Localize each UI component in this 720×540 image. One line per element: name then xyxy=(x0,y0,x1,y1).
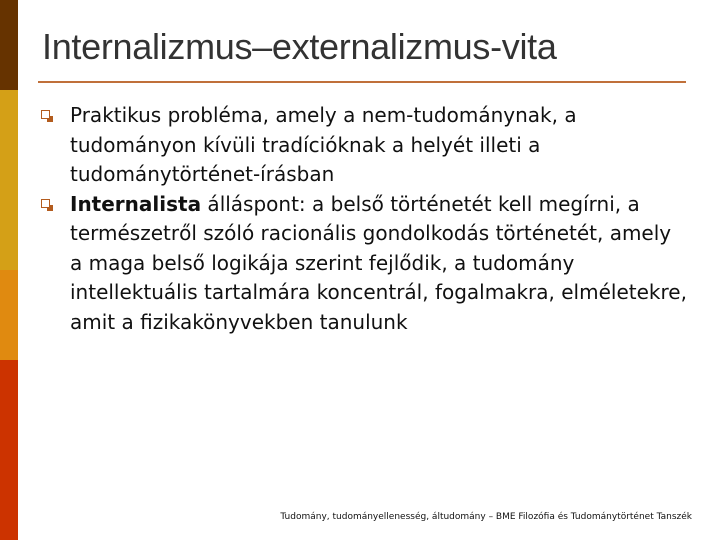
square-bullet-icon xyxy=(41,110,50,119)
square-bullet-icon xyxy=(41,199,50,208)
slide-title: Internalizmus–externalizmus-vita xyxy=(42,26,557,67)
title-underline xyxy=(38,81,686,83)
sidebar-segment-orange xyxy=(0,270,18,360)
sidebar-segment-red xyxy=(0,360,18,540)
slide-footer: Tudomány, tudományellenesség, áltudomány – BME Filozófia és Tudománytörténet Tanszék xyxy=(280,512,692,522)
bullet-list xyxy=(38,101,688,337)
sidebar-segment-dark-brown xyxy=(0,0,18,90)
sidebar-segment-gold xyxy=(0,90,18,270)
bullet-1-text: Praktikus probléma, amely a nem-tudománynak, a tudományon kívüli tradícióknak a helyét illeti a tudománytörténet-írásban xyxy=(70,103,577,186)
bullet-2-text: álláspont: a belső történetét kell megírni, a természetről szóló racionális gondolkodás történetét, amely a maga belső logikája szerint fejlődik, a tudomány intellektuális tartalmára koncentrál, fogalmakra, elméletekre, amit a fizikakönyvekben tanulunk xyxy=(70,191,687,334)
bullet-item-2 xyxy=(38,190,688,338)
bullet-item-1 xyxy=(38,101,688,190)
bullet-2-bold-term: Internalista xyxy=(70,191,202,216)
